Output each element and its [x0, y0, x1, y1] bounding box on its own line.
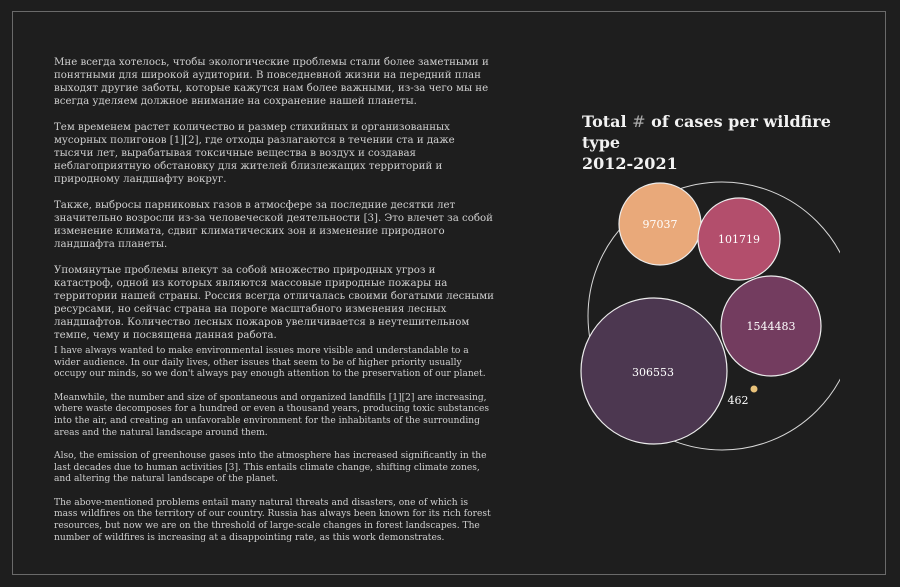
chart-subtitle: 2012-2021: [582, 154, 678, 173]
bubble-chart: [560, 170, 840, 460]
en-paragraph-4: The above-mentioned problems entail many natural threats and disasters, one of which is mass wildfires on the territory of our country. Russia has always been known for its rich forest resources, but now we are on the threshold of large-scale changes in forest landscapes. The number of wildfires is increasing at a disappointing rate, as this work demonstrates.: [54, 497, 491, 543]
ru-paragraph-3: Также, выбросы парниковых газов в атмосфере за последние десятки лет значительно возросли из-за человеческой деятельности [3]. Это влечет за собой изменение климата, сдвиг климатических зон и изменение природного ландшафта планеты.: [54, 200, 493, 250]
chart-title-rest: of cases per wildfire type: [582, 112, 831, 152]
bubble-label-101719: 101719: [718, 233, 760, 246]
bubble-label-97037: 97037: [642, 218, 678, 231]
bubble-label-306553: 306553: [632, 366, 674, 379]
chart-title-line: [582, 111, 872, 153]
bubble-label-462: 462: [727, 394, 749, 407]
chart-title: [582, 111, 872, 174]
ru-paragraph-1: Мне всегда хотелось, чтобы экологические проблемы стали более заметными и понятными для широкой аудитории. В повседневной жизни на передний план выходят другие заботы, которые кажутся нам более важными, из-за чего мы не всегда уделяем должное внимание на сохранение нашей планеты.: [54, 57, 489, 107]
en-paragraph-1: I have always wanted to make environmental issues more visible and understandable to a wider audience. In our daily lives, other issues that seem to be of higher priority usually occupy our minds, so we don't always pay enough attention to the preservation of our planet.: [54, 346, 486, 380]
russian-text-block: [54, 56, 494, 355]
chart-title-lead: Total: [582, 112, 627, 131]
en-paragraph-3: Also, the emission of greenhouse gases into the atmosphere has increased significantly in the last decades due to human activities [3]. This entails climate change, shifting climate zones, and altering the natural landscape of the planet.: [54, 450, 487, 485]
ru-paragraph-4: Упомянутые проблемы влекут за собой множество природных угроз и катастроф, одной из которых являются массовые природные пожары на территории нашей страны. Россия всегда отличалась своими богатыми лесными ресурсами, но сейчас страна на пороге масштабного изменения лесных ландшафтов. Количество лесных пожаров увеличивается в неутешительном темпе, чему и посвящена данная работа.: [54, 265, 494, 341]
ru-paragraph-2: Тем временем растет количество и размер стихийных и организованных мусорных полигонов [1][2], где отходы разлагаются в течении ста и даже тысячи лет, вырабатывая токсичные вещества в воздух и создавая неблагоприятную обстановку для жителей близлежащих территорий и природному ландшафту вокруг.: [54, 122, 455, 185]
bubble-462[interactable]: [751, 386, 758, 393]
english-text-block: [54, 346, 494, 556]
en-paragraph-2: Meanwhile, the number and size of spontaneous and organized landfills [1][2] are increasing, where waste decomposes for a hundred or even a thousand years, producing toxic substances into the air, and creating an unfavorable environment for the inhabitants of the surrounding areas and the natural landscape around them.: [54, 392, 489, 438]
chart-title-hash: #: [632, 112, 646, 131]
bubble-label-1544483: 1544483: [746, 320, 796, 333]
